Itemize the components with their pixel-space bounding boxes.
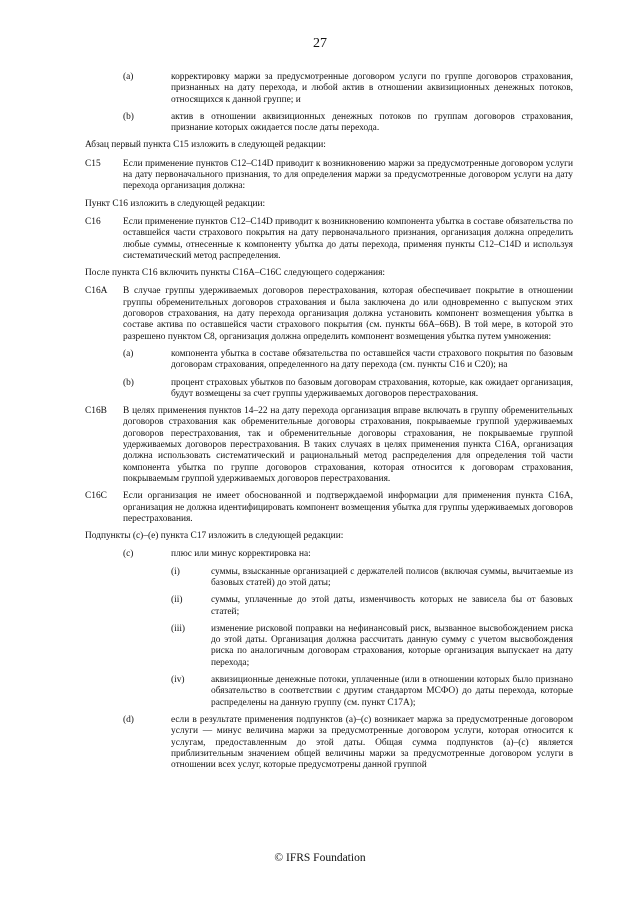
list-item [171, 675, 573, 709]
list-item [123, 112, 573, 135]
page-body [85, 72, 573, 777]
paragraph-label: C16B [85, 406, 107, 417]
item-label: (d) [123, 714, 134, 725]
c17-list [123, 549, 573, 560]
list-item [123, 549, 573, 560]
paragraph-text: В целях применения пунктов 14–22 на дату перехода организация вправе включать в группу обременительных договоров страхования как обременительные договоры страхования, покрываемые группой удерживаемых договоров перестрахования, так и обременительные договоры страхования, не покрываемые группой удерживаемых договоров перестрахования. В таких случаях в целях применения пункта C16A, организация должна использовать систематический и рациональный метод распределения для определения той части компонента убытка по группе договоров страхования, которая относится к договорам страхования, покрываемым группой удерживаемых договоров перестрахования. [123, 406, 573, 484]
page-number: 27 [313, 36, 327, 51]
item-label: (c) [123, 549, 134, 560]
item-label: (a) [123, 348, 134, 359]
item-label: (iv) [171, 675, 185, 686]
item-label: (b) [123, 377, 134, 388]
paragraph-text: В случае группы удерживаемых договоров перестрахования, которая обеспечивает покрытие в отношении группы обременительных договоров страхования и была заключена до или одновременно с выпуском этих договоров страхования, на дату перехода организация должна установить компонент возмещения убытка в составе актива по оставшейся части страхового покрытия (см. пункты 66A–66B). В той мере, в которой это разрешено пунктом C8, организация должна определить компонент возмещения убытка путем умножения: [123, 286, 573, 342]
paragraph-label: C15 [85, 158, 101, 169]
item-text: если в результате применения подпунктов (a)–(c) возникает маржа за предусмотренные договором услуги — минус величина маржи за предусмотренные договором услуги, которая относится к услугам, предоставленным до этой даты. Общая сумма подпунктов (a)–(c) является приблизительным значением общей величины маржи за предусмотренные договором услуги в отношении всех услуг, которые предусмотрены данной группой [171, 714, 573, 771]
c17-list-d [123, 715, 573, 771]
list-item [171, 595, 573, 618]
paragraph-label: C16C [85, 491, 107, 502]
instruction-c16: Пункт C16 изложить в следующей редакции: [85, 198, 266, 209]
list-item [123, 72, 573, 106]
item-label: (ii) [171, 595, 183, 606]
instruction-c17: Подпункты (c)–(e) пункта C17 изложить в следующей редакции: [85, 531, 344, 542]
footer-copyright: © IFRS Foundation [274, 852, 366, 864]
top-list [123, 72, 573, 134]
item-text: актив в отношении аквизиционных денежных потоков по группам договоров страхования, признание которых ожидается после даты перехода. [171, 111, 573, 134]
paragraph-text: Если применение пунктов C12–C14D приводит к возникновению маржи за предусмотренные договором услуги на дату первоначального признания, то для определения маржи за предусмотренные договором услуги на дату перехода организация должна: [123, 158, 573, 192]
list-item [171, 567, 573, 590]
instruction-c15: Абзац первый пункта C15 изложить в следующей редакции: [85, 140, 326, 151]
item-text: корректировку маржи за предусмотренные договором услуги по группе договоров страхования, признанных на дату перехода, и любой актив в отношении аквизиционных денежных потоков, относящихся к данной группе; и [171, 72, 573, 105]
item-label: (b) [123, 111, 134, 122]
paragraph-text: Если организация не имеет обоснованной и подтверждаемой информации для применения пункта C16A, организация не должна идентифицировать компонент возмещения убытка для группы удерживаемых договоров перестрахования. [123, 491, 573, 524]
list-item [123, 378, 573, 401]
item-text: плюс или минус корректировка на: [171, 549, 311, 560]
item-label: (a) [123, 72, 134, 82]
item-label: (iii) [171, 623, 186, 634]
paragraph-c16 [85, 217, 573, 262]
item-text: изменение рисковой поправки на нефинансовый риск, вызванное высвобождением риска до этой даты. Организация должна рассчитать данную сумму с учетом высвобождения риска по аналогичным договорам страхования, которые организация выпускает на дату перехода; [211, 623, 573, 668]
paragraph-c16a [85, 286, 573, 342]
item-text: суммы, уплаченные до этой даты, изменчивость которых не зависела бы от базовых статей; [211, 595, 573, 617]
paragraph-label: C16A [85, 286, 108, 297]
paragraph-label: C16 [85, 216, 101, 227]
item-label: (i) [171, 566, 180, 577]
paragraph-text: Если применение пунктов C12–C14D приводит к возникновению компонента убытка в составе обязательства по оставшейся части страхового покрытия на дату первоначального признания, организация должна определить любые суммы, отнесенные к компоненту убытка до даты перехода, применяя пункты C12–C14D и используя систематический метод распределения. [123, 216, 573, 261]
list-item [123, 349, 573, 372]
item-text: аквизиционные денежные потоки, уплаченные (или в отношении которых было признано обязательство в соответствии с другим стандартом МСФО) до даты перехода, которые распределены на данную группу (см. пункт C17A); [211, 675, 573, 708]
paragraph-c16b [85, 406, 573, 485]
list-item [123, 715, 573, 771]
instruction-c16a: После пункта C16 включить пункты C16A–C16C следующего содержания: [85, 268, 385, 279]
item-text: компонента убытка в составе обязательства по оставшейся части страхового покрытия по базовым договорам страхования, определенного на дату перехода (см. пункты C16 и C20); на [171, 348, 573, 371]
c16a-list [123, 349, 573, 400]
item-text: процент страховых убытков по базовым договорам страхования, которые, как ожидает организация, будут возмещены за счет группы удерживаемых договоров перестрахования. [171, 377, 573, 399]
item-text: суммы, взысканные организацией с держателей полисов (включая суммы, вычитаемые из базовых статей) до этой даты; [211, 566, 573, 588]
paragraph-c16c [85, 491, 573, 525]
c17-c-sublist [171, 567, 573, 709]
list-item [171, 624, 573, 669]
paragraph-c15 [85, 159, 573, 193]
